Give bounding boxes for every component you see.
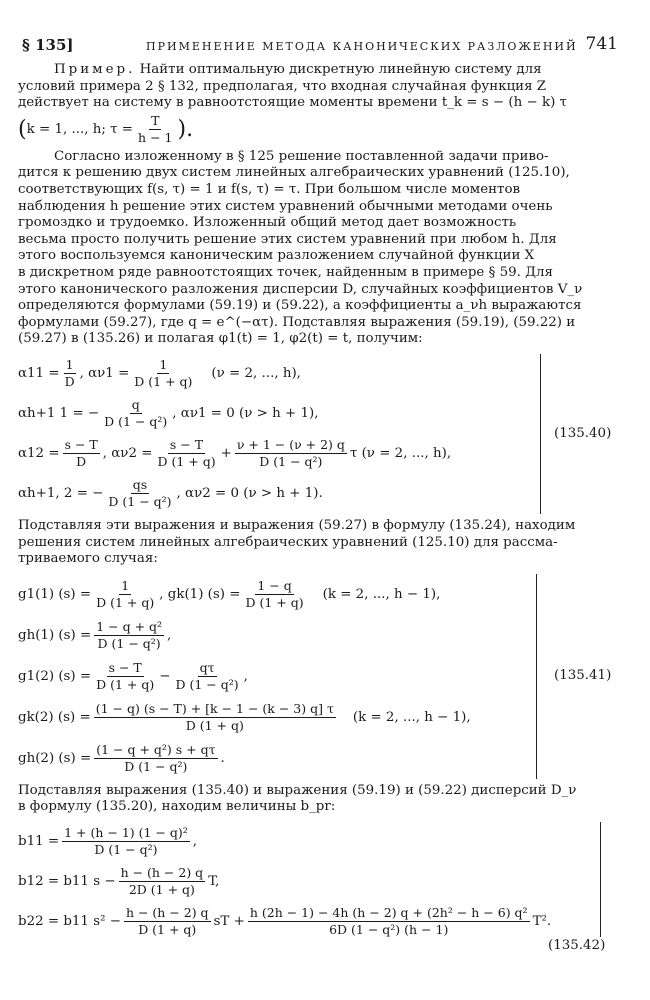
para2-line: этого воспользуемся каноническим разложением случайной функции X: [18, 248, 535, 264]
eq42-row2: b12 = b11 s − $\frac{h - (h - 2) q}{2D (1 + q)}$ T,: [18, 865, 220, 898]
example-lead: Пример.: [54, 62, 136, 77]
eq40-brace: [540, 354, 541, 514]
para2-line: формулами (59.27), где q = e^(−ατ). Подставляя выражения (59.19), (59.22) и: [18, 314, 576, 330]
equation-135-40: [18, 354, 618, 514]
eq41-row4: gk(2) (s) = $\frac{(1 - q) (s - T) + [k - 1 - (k - 3) q] \tau}{D (1 + q)}$ (k = 2, ..., h − 1),: [18, 700, 471, 733]
para1-line2: условий примера 2 § 132, предполагая, что входная случайная функция Z: [18, 78, 547, 94]
para4-line: в формулу (135.20), находим величины b_pr:: [18, 799, 336, 815]
para3-line: Подставляя эти выражения и выражения (59.27) в формулу (135.24), находим: [18, 517, 576, 533]
eq41-brace: [536, 574, 537, 779]
tau-fraction: $\frac{T}{h - 1}$: [138, 112, 173, 145]
para1-line3: действует на систему в равноотстоящие моменты времени t_k = s − (h − k) τ: [18, 95, 567, 111]
eq41-row3: g1(2) (s) = $\frac{s - T}{D (1 + q)}$ − $\frac{q\tau}{\text{D (1 − q²)}}$ ,: [18, 659, 248, 692]
substitution-paragraph: [18, 518, 618, 568]
para2-line: весьма просто получить решение этих систем уравнений при любом h. Для: [18, 231, 557, 247]
page: [18, 32, 618, 961]
eq40-row4: αh+1, 2 = − $\frac{qs}{\text{D (1 − q²)}}$ , αν2 = 0 (ν > h + 1).: [18, 477, 323, 510]
para1-line4-text: k = 1, ..., h; τ =: [26, 121, 134, 137]
running-title: ПРИМЕНЕНИЕ МЕТОДА КАНОНИЧЕСКИХ РАЗЛОЖЕНИЙ: [146, 40, 578, 53]
para2-line: соответствующих f(s, τ) = 1 и f(s, τ) = τ. При большом числе моментов: [18, 181, 521, 197]
para2-line: наблюдения h решение этих систем уравнений обычными методами очень: [18, 198, 553, 214]
para2-line: этого канонического разложения дисперсии D, случайных коэффициентов V_ν: [18, 281, 583, 297]
eq41-row5: gh(2) (s) = $\frac{\text{(1 − q + q²) s + qτ}}{\text{D (1 − q²)}}$ .: [18, 741, 225, 774]
running-header: [18, 32, 618, 62]
eq40-row2: αh+1 1 = − $\frac{q}{\text{D (1 − q²)}}$ , αν1 = 0 (ν > h + 1),: [18, 397, 319, 430]
page-number: 741: [585, 34, 618, 54]
variance-paragraph: [18, 783, 618, 816]
para1-line4: ( k = 1, ..., h; τ = $\frac{T}{h - 1}$ ).: [18, 112, 194, 145]
para2-line: в дискретном ряде равноотстоящих точек, найденным в примере § 59. Для: [18, 264, 553, 280]
eq42-number: (135.42): [548, 937, 606, 953]
section-ref: § 135]: [22, 36, 74, 54]
method-paragraph: [18, 149, 618, 348]
equation-135-42: [18, 822, 618, 957]
para2-line: Согласно изложенному в § 125 решение поставленной задачи приво-: [54, 148, 549, 164]
eq42-row1: b11 = $\frac{\text{1 + (h − 1) (1 − q)²}}{\text{D (1 − q²)}}$ ,: [18, 825, 198, 858]
para2-line: громоздко и трудоемко. Изложенный общий метод дает возможность: [18, 215, 517, 231]
para2-line: определяются формулами (59.19) и (59.22), а коэффициенты a_νh выражаются: [18, 298, 582, 314]
example-paragraph: [18, 62, 618, 79]
eq40-row1: α11 = $\frac{1}{D}$ , αν1 = $\frac{1}{D (1 + q)}$ (ν = 2, ..., h),: [18, 357, 301, 390]
para2-line: дится к решению двух систем линейных алгебраических уравнений (125.10),: [18, 165, 570, 181]
para1-line1: Найти оптимальную дискретную линейную систему для: [135, 62, 542, 77]
eq42-row3: b22 = b11 s² − $\frac{h - (h - 2) q}{D (1 + q)}$ sT + $\frac{\text{h (2h − 1) − 4h (h − 2) q + (2h² − h − 6) q²}}{\text{6D (1 − q²) (h − 1)}}$ T².: [18, 905, 552, 938]
para4-line: Подставляя выражения (135.40) и выражения (59.19) и (59.22) дисперсий D_ν: [18, 782, 577, 798]
eq40-row3: α12 = $\frac{s - T}{D}$ , αν2 = $\frac{s - T}{D (1 + q)}$ + $\frac{\nu + 1 - (\nu + 2) q}{\text{D (1 − q²)}}$ τ (ν = 2, ..., h),: [18, 437, 452, 470]
eq41-row1: g1(1) (s) = $\frac{1}{D (1 + q)}$ , gk(1) (s) = $\frac{1 - q}{D (1 + q)}$ (k = 2, ..., h − 1),: [18, 577, 441, 610]
eq40-number: (135.40): [554, 425, 612, 441]
eq41-row2: gh(1) (s) = $\frac{\text{1 − q + q²}}{\text{D (1 − q²)}}$ ,: [18, 618, 172, 651]
para2-line: (59.27) в (135.26) и полагая φ1(t) = 1, φ2(t) = t, получим:: [18, 331, 423, 347]
para3-line: решения систем линейных алгебраических уравнений (125.10) для рассма-: [18, 534, 558, 550]
equation-135-41: [18, 574, 618, 779]
para3-line: триваемого случая:: [18, 551, 158, 567]
eq41-number: (135.41): [554, 667, 612, 683]
eq42-brace: [600, 822, 601, 937]
